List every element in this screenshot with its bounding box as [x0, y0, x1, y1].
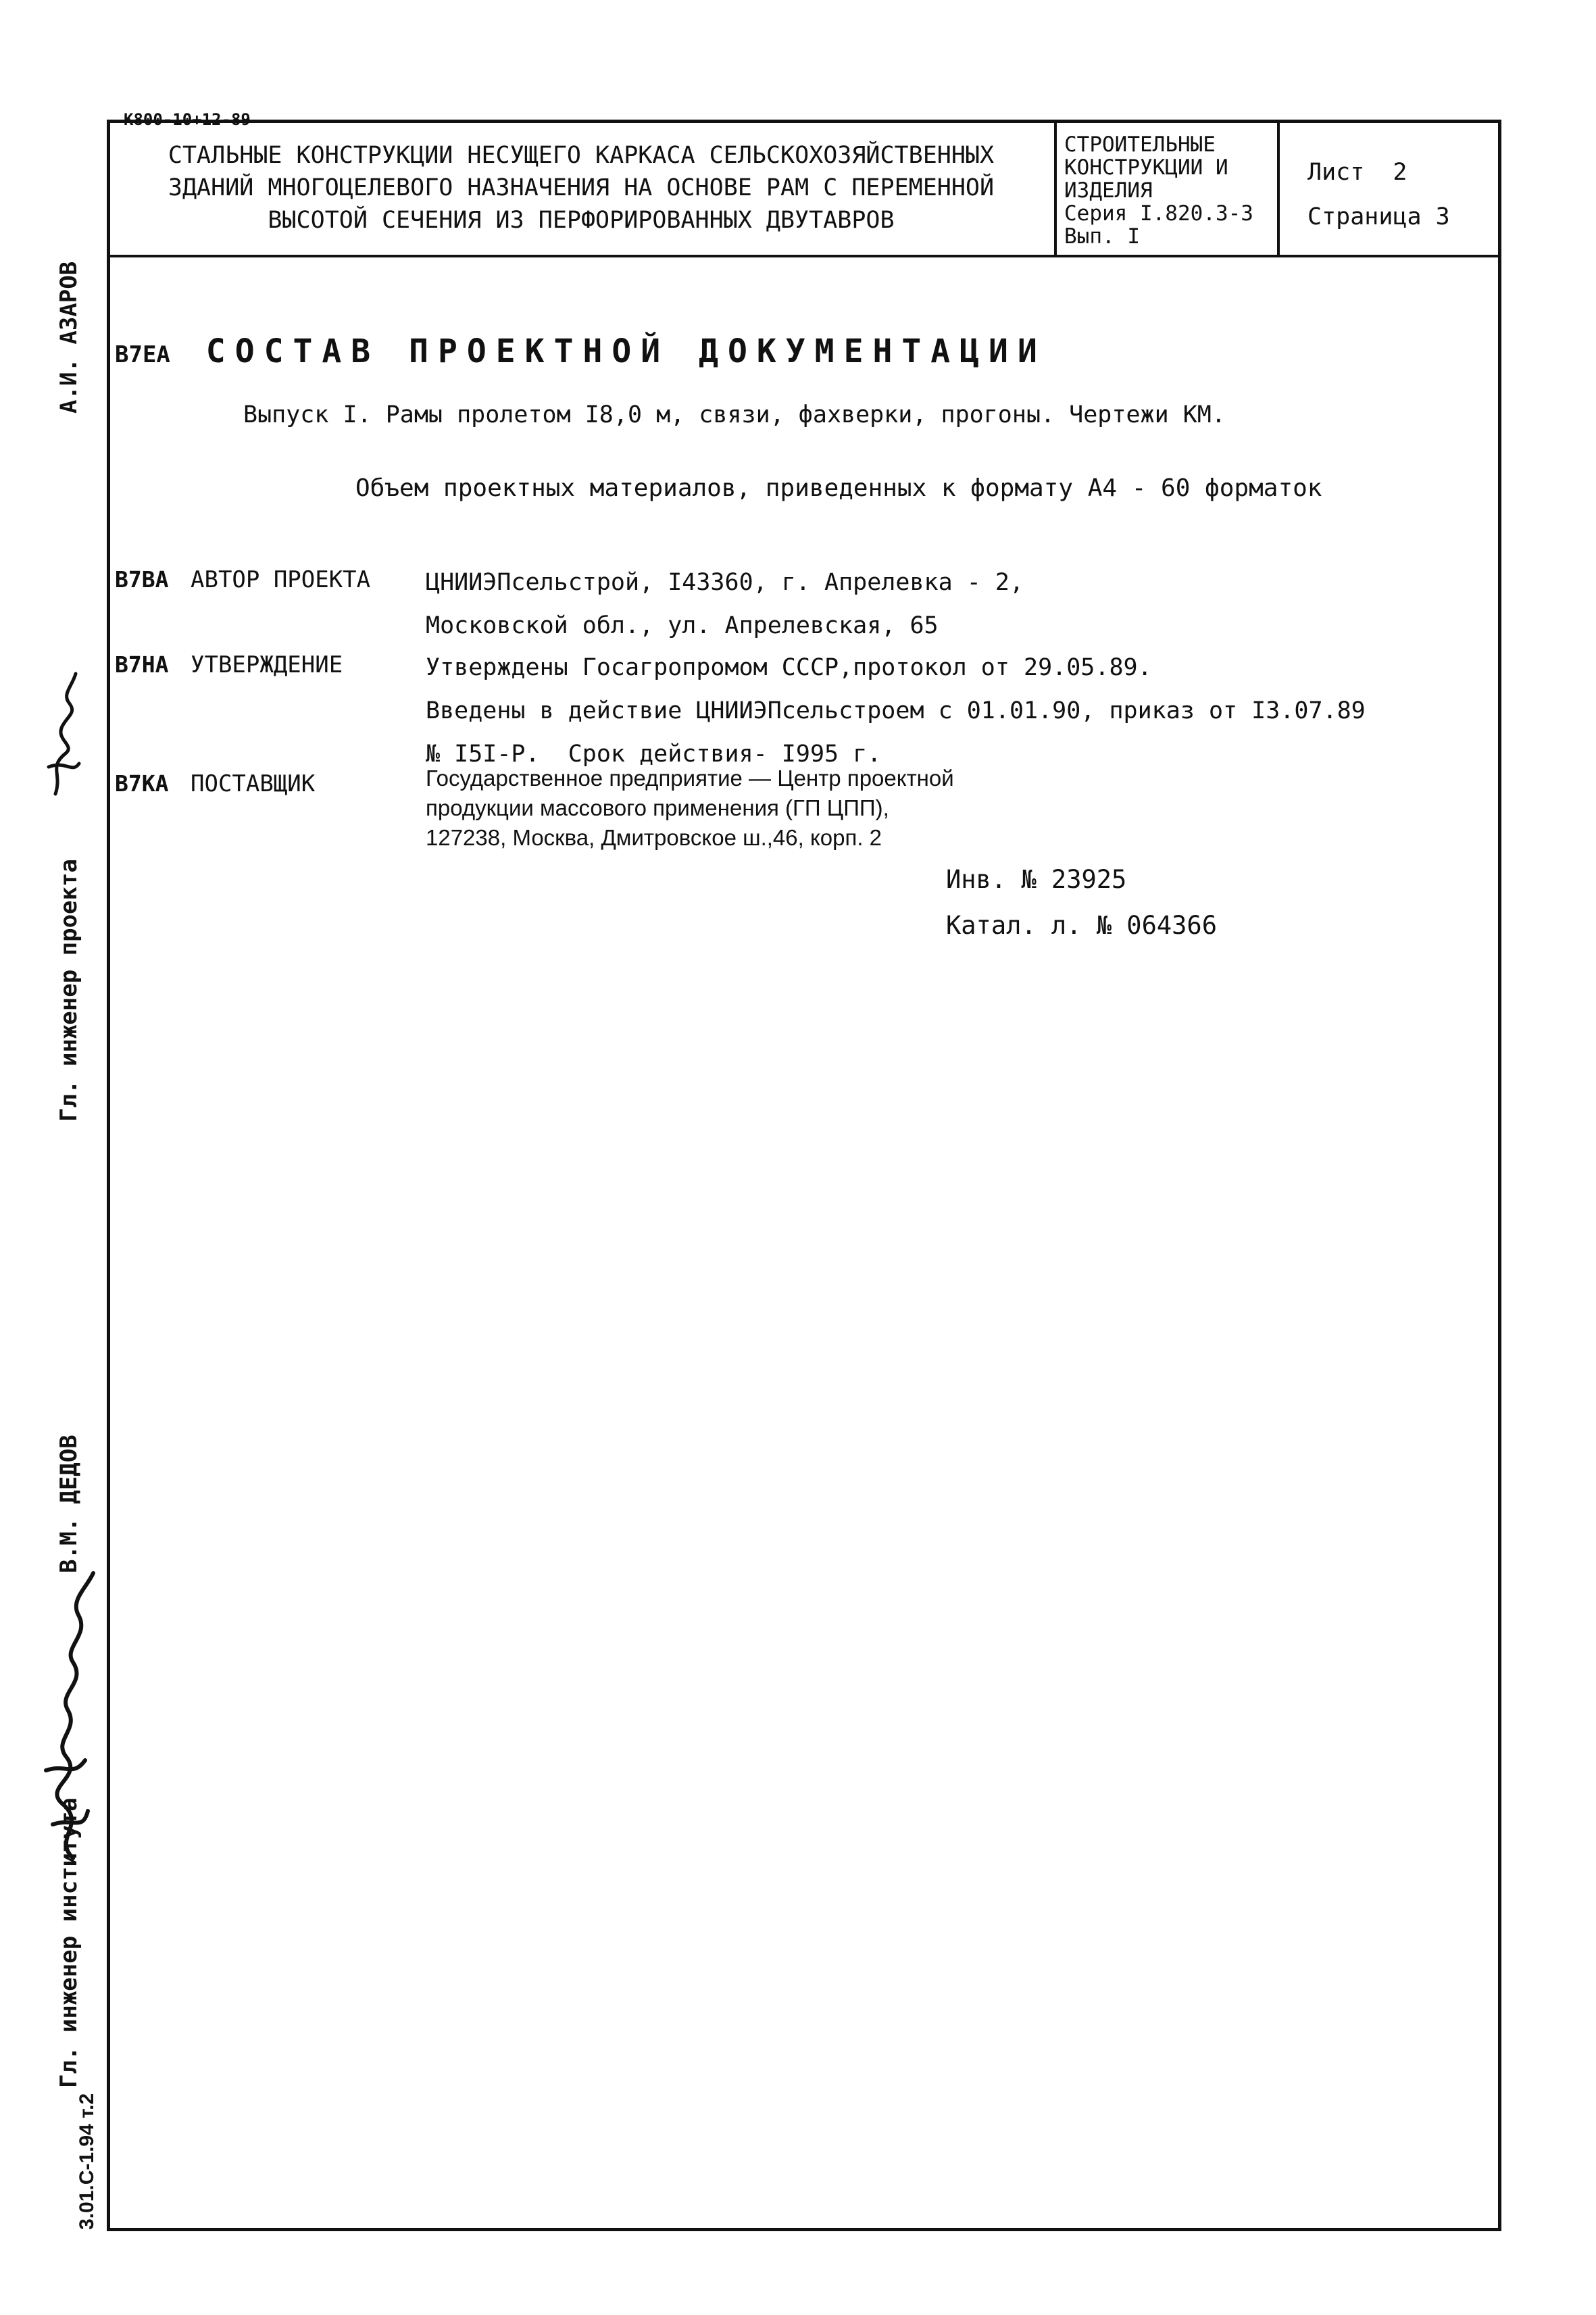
page-number: Страница 3 [1307, 203, 1450, 230]
stamp-divider-vertical [1054, 120, 1057, 256]
stamp-series-line: Вып. I [1064, 224, 1140, 249]
approval-line: Утверждены Госагропромом СССР,протокол от 29.05.89. [426, 654, 1152, 681]
side-code: 3.01.С-1.94 т.2 [76, 2093, 98, 2230]
supplier-line: Государственное предприятие — Центр проектной [426, 766, 954, 791]
stamp-divider-horizontal [107, 255, 1501, 257]
sheet-number: Лист 2 [1307, 159, 1407, 186]
approval-line: Введены в действие ЦНИИЭПсельстроем с 01.01.90, приказ от I3.07.89 [426, 697, 1366, 724]
author-text [426, 561, 1024, 647]
drawing-frame [107, 120, 1501, 2231]
inventory-number: Инв. № 23925 [946, 865, 1127, 894]
stamp-title-line: ЗДАНИЙ МНОГОЦЕЛЕВОГО НАЗНАЧЕНИЯ НА ОСНОВЕ РАМ С ПЕРЕМЕННОЙ [168, 174, 995, 201]
stamp-title [115, 139, 1047, 237]
stamp-series [1064, 133, 1274, 248]
author-line: Московской обл., ул. Апрелевская, 65 [426, 612, 939, 639]
issue-line: Выпуск I. Рамы пролетом I8,0 м, связи, фахверки, прогоны. Чертежи КМ. [243, 401, 1226, 428]
signatory-position: Гл. инженер проекта [55, 859, 82, 1122]
stamp-series-line: СТРОИТЕЛЬНЫЕ [1064, 132, 1216, 157]
signature-2 [26, 1568, 100, 1865]
section-heading [115, 332, 1047, 370]
author-label: АВТОР ПРОЕКТА [191, 566, 371, 593]
stamp-series-line: КОНСТРУКЦИИ И [1064, 155, 1228, 180]
stamp-divider-vertical [1277, 120, 1280, 256]
author-code: В7ВА [115, 566, 169, 593]
stamp-series-line: ИЗДЕЛИЯ [1064, 178, 1153, 203]
stamp-title-line: СТАЛЬНЫЕ КОНСТРУКЦИИ НЕСУЩЕГО КАРКАСА СЕЛЬСКОХОЗЯЙСТВЕННЫХ [168, 142, 995, 169]
approval-text [426, 646, 1366, 776]
stamp-title-line: ВЫСОТОЙ СЕЧЕНИЯ ИЗ ПЕРФОРИРОВАННЫХ ДВУТАВРОВ [268, 207, 895, 234]
volume-line: Объем проектных материалов, приведенных к формату А4 - 60 форматок [355, 474, 1322, 502]
approval-code: В7НА [115, 651, 169, 678]
catalog-number: Катал. л. № 064366 [946, 911, 1217, 940]
approval-line: № I5I-Р. Срок действия- I995 г. [426, 741, 882, 768]
supplier-label: ПОСТАВЩИК [191, 770, 316, 797]
signature-1 [35, 666, 89, 801]
approval-label: УТВЕРЖДЕНИЕ [191, 651, 343, 678]
author-line: ЦНИИЭПсельстрой, I43360, г. Апрелевка - 2, [426, 569, 1024, 596]
section-title: СОСТАВ ПРОЕКТНОЙ ДОКУМЕНТАЦИИ [205, 332, 1047, 370]
supplier-text [426, 764, 954, 853]
section-code: В7ЕА [115, 341, 170, 368]
document-code: К800-10+12-89 [124, 110, 251, 129]
supplier-line: продукции массового применения (ГП ЦПП), [426, 795, 889, 820]
stamp-sheet [1307, 150, 1497, 239]
supplier-line: 127238, Москва, Дмитровское ш.,46, корп. 2 [426, 825, 882, 850]
signatory-name: А.И. АЗАРОВ [55, 261, 82, 414]
signatory-name: В.М. ДЕДОВ [55, 1435, 82, 1573]
signatory-position: Гл. инженер института [55, 1797, 82, 2088]
stamp-series-line: Серия I.820.3-3 [1064, 201, 1253, 226]
supplier-code: В7КА [115, 770, 169, 797]
